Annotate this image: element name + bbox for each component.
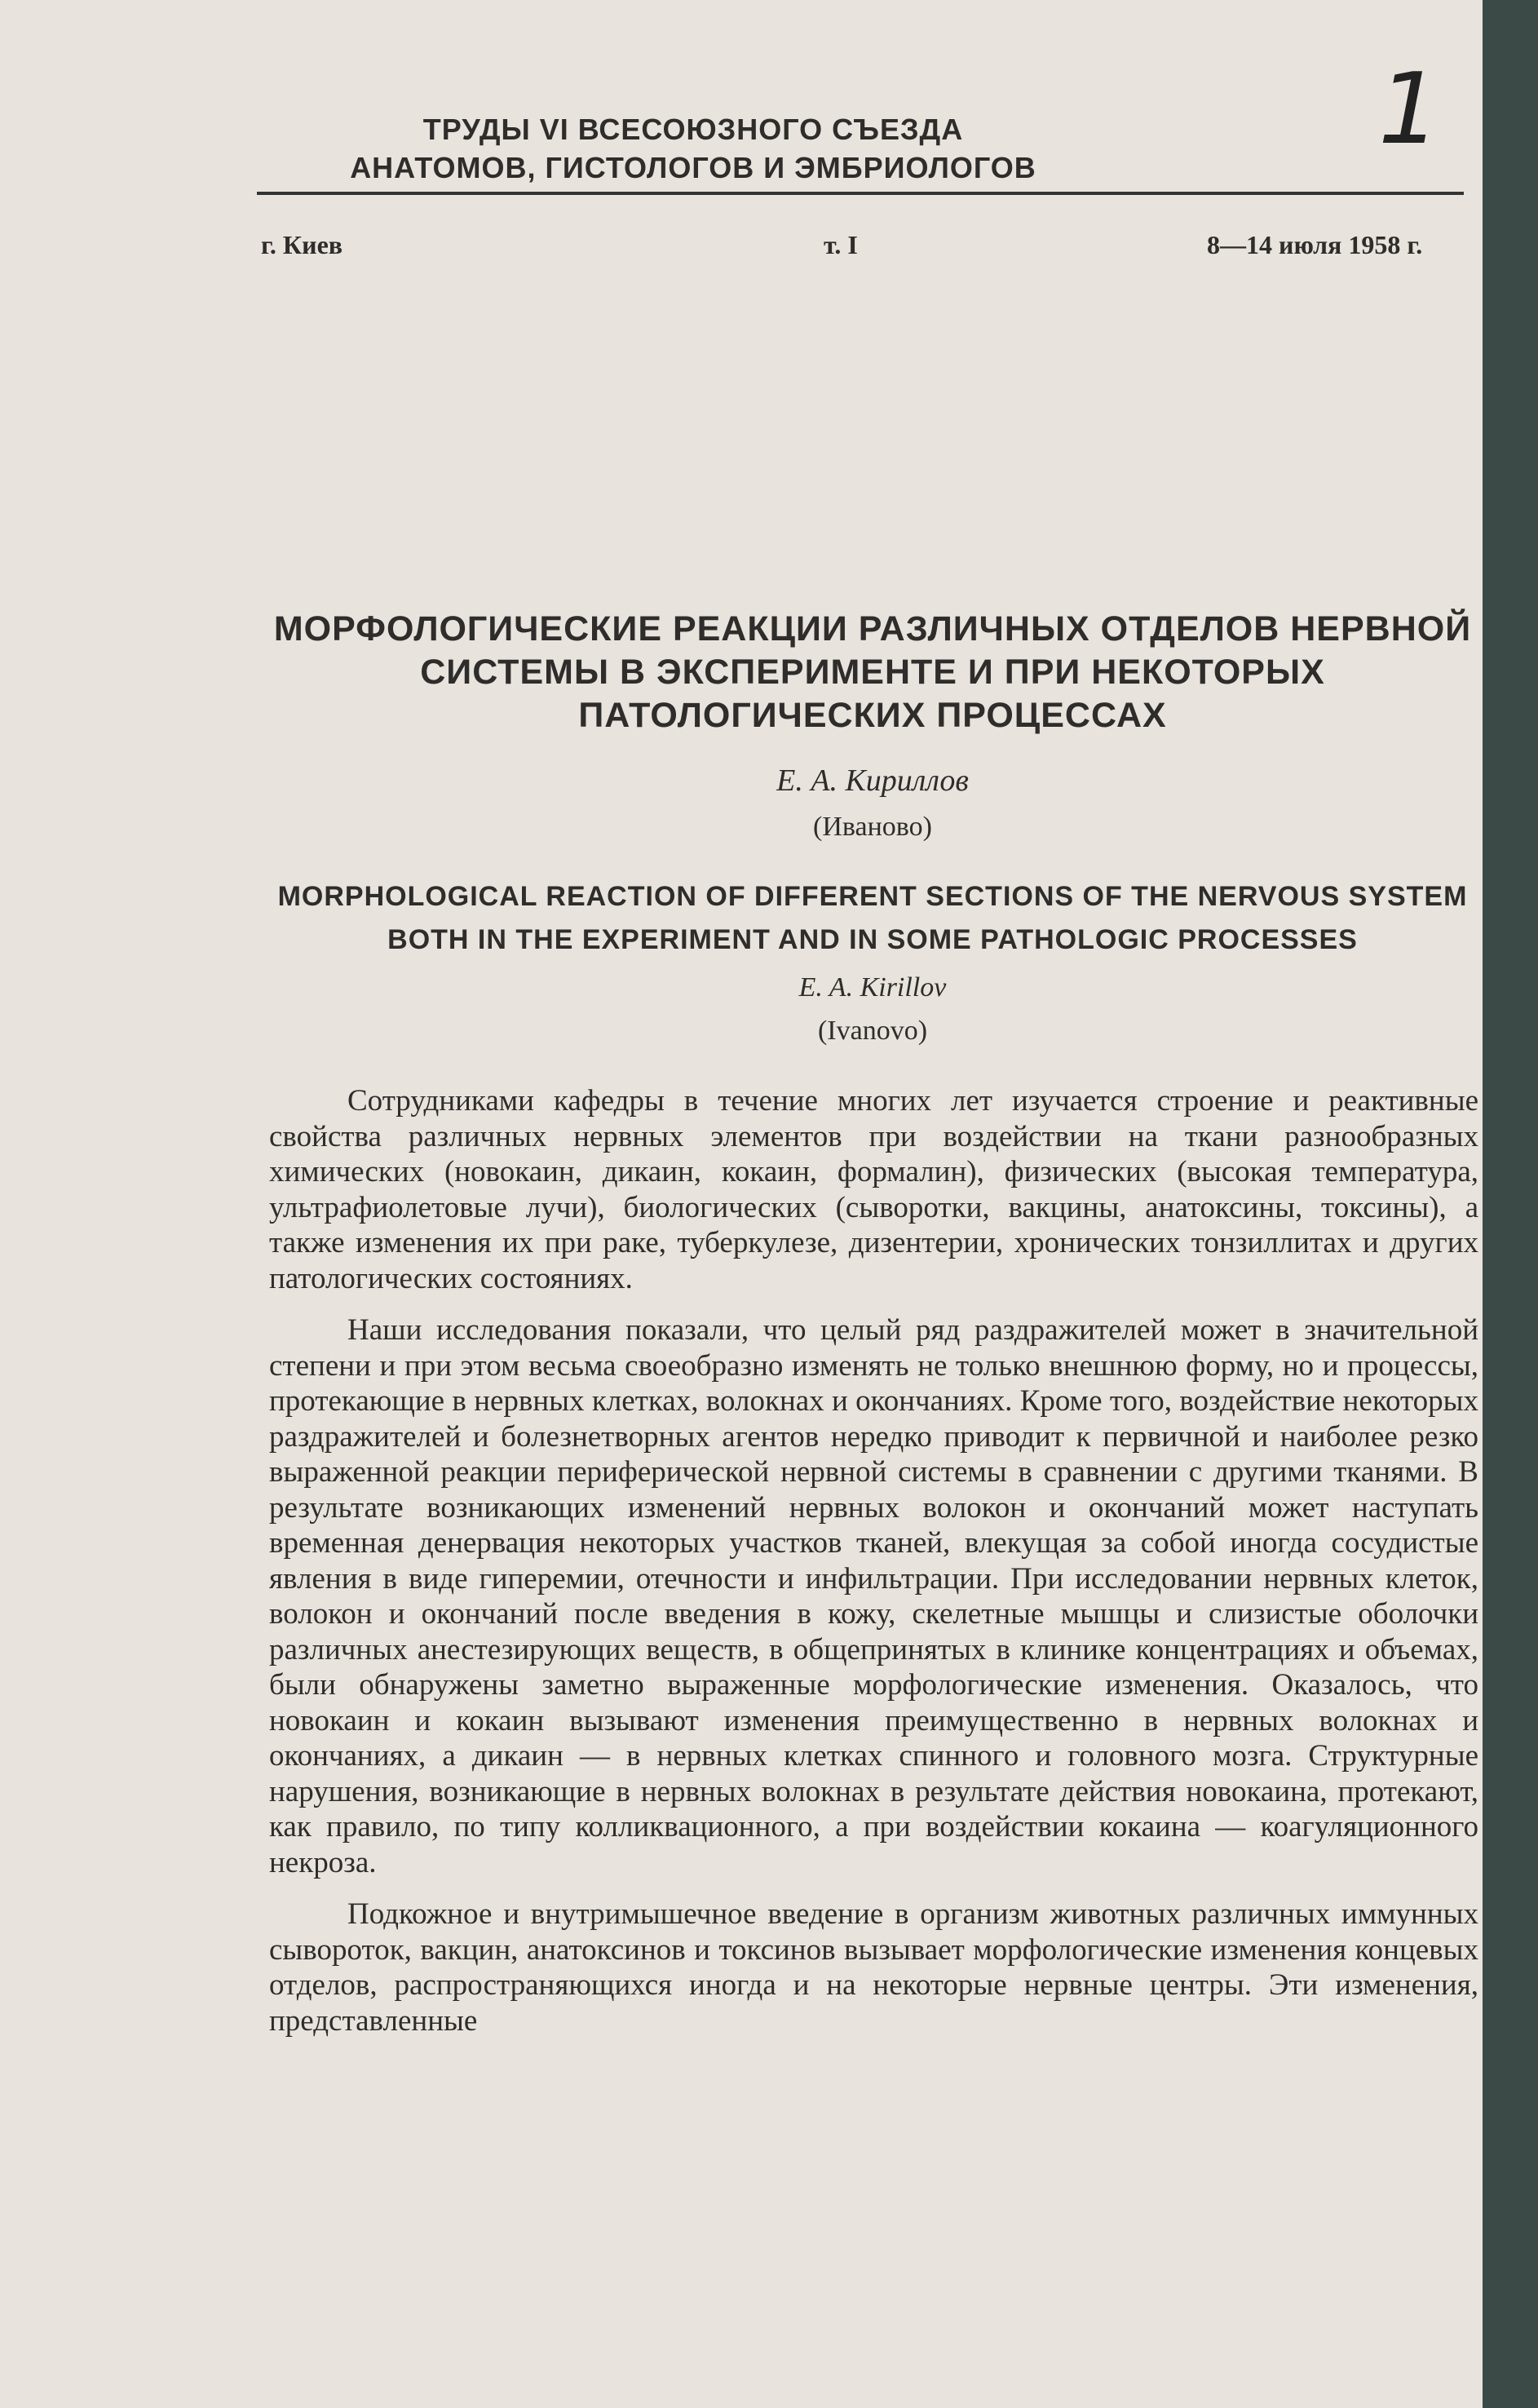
meta-city: г. Киев — [261, 230, 343, 259]
handwritten-page-number: 1 — [1378, 53, 1441, 166]
meta-date: 8—14 июля 1958 г. — [1207, 230, 1423, 259]
article-body — [269, 1083, 1478, 2038]
body-paragraph-1: Сотрудниками кафедры в течение многих лет изучается строение и реактивные свойства различных нервных элементов при воздействии на ткани разнообразных химических (новокаин, дикаин, кокаин, формалин), физических (высокая температура, ультрафиолетовые лучи), биологических (сыворотки, вакцины, анатоксины, токсины), а также изменения их при раке, туберкулезе, дизентерии, хронических тонзиллитах и других патологических состояниях. — [269, 1084, 1478, 1295]
author-city-ru: (Иваново) — [813, 812, 932, 842]
body-paragraph-3: Подкожное и внутримышечное введение в организм животных различных иммунных сывороток, вакцин, анатоксинов и токсинов вызывает морфологические изменения концевых отделов, распространяющихся иногда и на некоторые нервные центры. Эти изменения, представленные — [269, 1897, 1478, 2038]
author-en: E. A. Kirillov — [798, 972, 947, 1003]
article-title-ru: МОРФОЛОГИЧЕСКИЕ РЕАКЦИИ РАЗЛИЧНЫХ ОТДЕЛОВ НЕРВНОЙ СИСТЕМЫ В ЭКСПЕРИМЕНТЕ И ПРИ НЕКОТОРЫХ ПАТОЛОГИЧЕСКИХ ПРОЦЕССАХ — [273, 609, 1472, 735]
binding-edge — [1483, 0, 1538, 2408]
proceedings-header — [245, 110, 1142, 187]
header-line-2: АНАТОМОВ, ГИСТОЛОГОВ И ЭМБРИОЛОГОВ — [350, 151, 1036, 184]
body-paragraph-2: Наши исследования показали, что целый ряд раздражителей может в значительной степени и при этом весьма своеобразно изменять не только внешнюю форму, но и процессы, протекающие в нервных клетках, волокнах и окончаниях. Кроме того, воздействие некоторых раздражителей и болезнетворных агентов нередко приводит к первичной и наиболее резко выраженной реакции периферической нервной системы в сравнении с другими тканями. В результате возникающих изменений нервных волокон и окончаний может наступать временная денервация некоторых участков тканей, влекущая за собой иногда сосудистые явления в виде гиперемии, отечности и инфильтрации. При исследовании нервных клеток, волокон и окончаний после введения в кожу, скелетные мышцы и слизистые оболочки различных анестезирующих веществ, в общепринятых в клинике концентрациях и объемах, были обнаружены заметно выраженные морфологические изменения. Оказалось, что новокаин и кокаин вызывают изменения преимущественно в нервных волокнах и окончаниях, а дикаин — в нервных клетках спинного и головного мозга. Структурные нарушения, возникающие в нервных волокнах в результате действия новокаина, протекают, как правило, по типу колликвационного, а при воздействии кокаина — коагуляционного некроза. — [269, 1313, 1478, 1879]
article-title-en: MORPHOLOGICAL REACTION OF DIFFERENT SECTIONS OF THE NERVOUS SYSTEM BOTH IN THE EXPERIMENT AND IN SOME PATHOLOGIC PROCESSES — [277, 881, 1468, 955]
author-city-en: (Ivanovo) — [817, 1016, 928, 1046]
header-divider — [257, 192, 1464, 195]
author-ru: Е. А. Кириллов — [776, 764, 969, 798]
meta-volume: т. I — [824, 230, 858, 259]
header-line-1: ТРУДЫ VI ВСЕСОЮЗНОГО СЪЕЗДА — [422, 113, 964, 146]
